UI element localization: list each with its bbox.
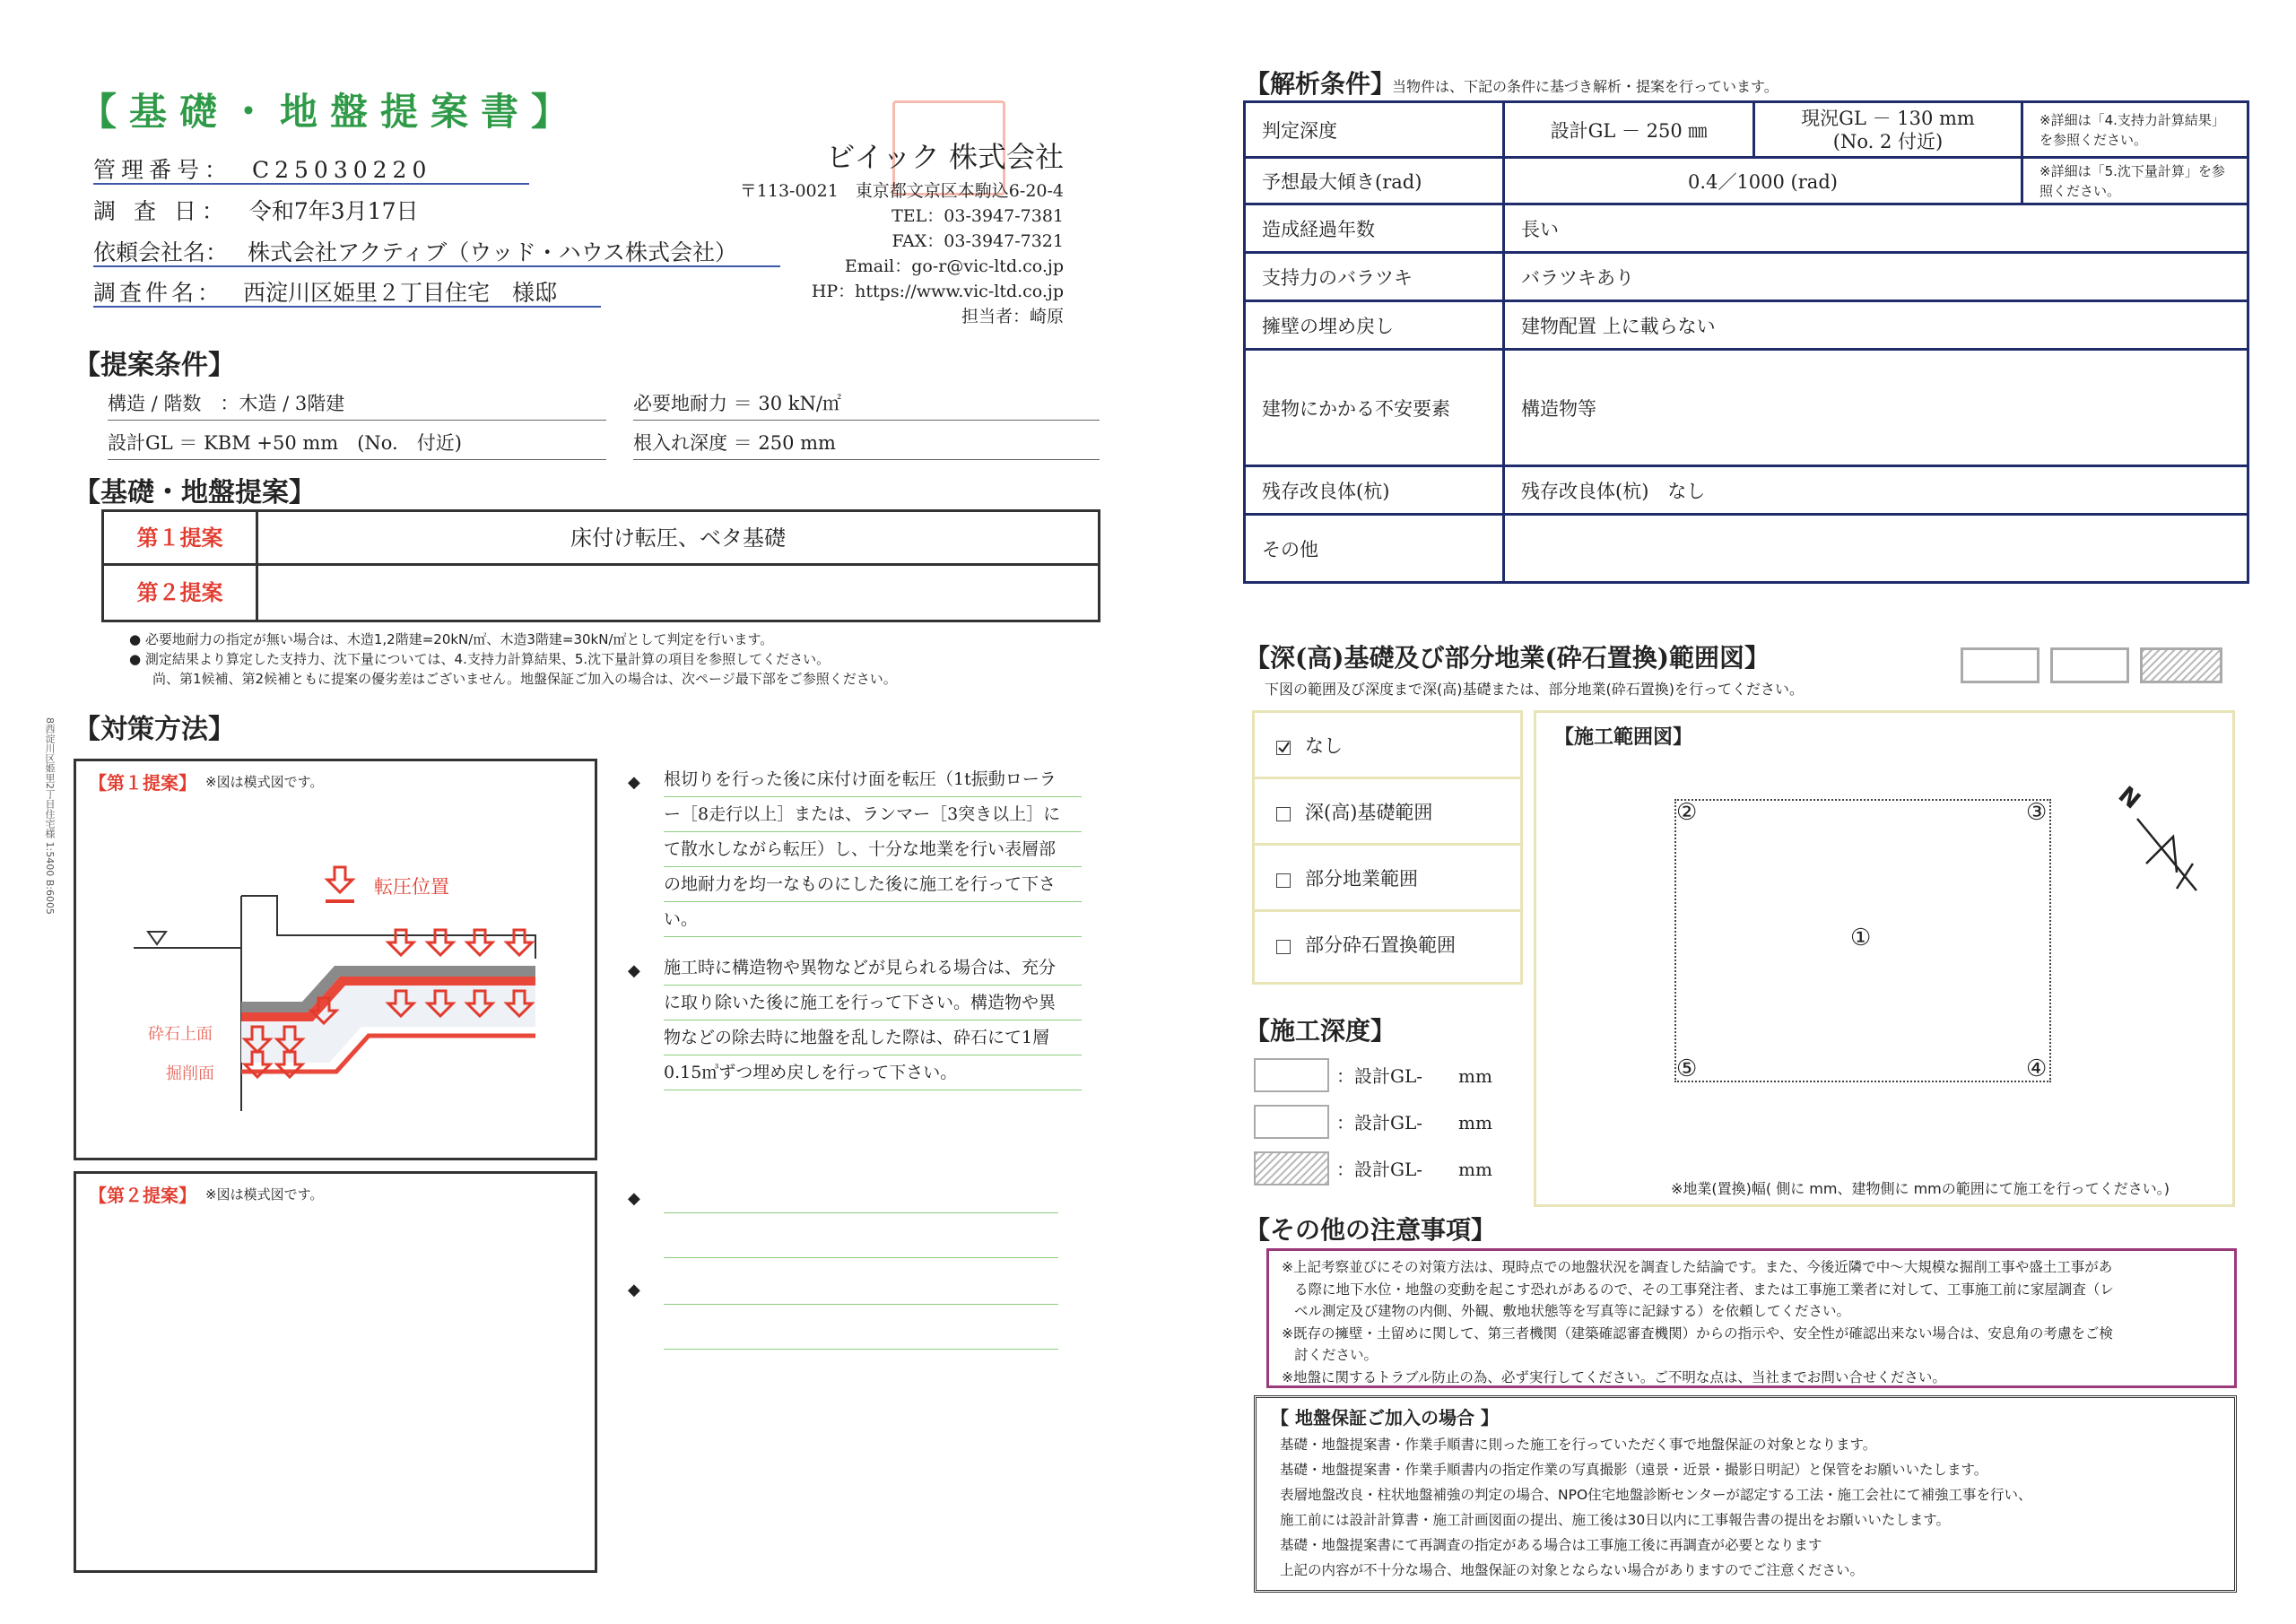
cond-design-gl: 設計GL ＝ KBM +50 mm (No. 付近): [108, 429, 606, 460]
info-label: 依頼会社名：: [93, 239, 229, 265]
guarantee-line: 表層地盤改良・柱状地盤補強の判定の場合、NPO住宅地盤診断センターが認定する工法・施工会社にて補強工事を行い、: [1280, 1487, 2032, 1503]
measure-box-1-note: ※図は模式図です。: [205, 774, 324, 790]
bullet-1-line: ー［8走行以上］または、ランマー［3突き以上］に: [664, 797, 1082, 832]
company-hp: HP：https://www.vic-ltd.co.jp: [811, 282, 1064, 301]
notice-line: ※上記考察並びにその対策方法は、現時点での地盤状況を調査した結論です。また、今後近隣で中～大規模な掘削工事や盛土工事があ: [1282, 1259, 2113, 1275]
proposal-1-value: 床付け転圧、ベタ基礎: [258, 512, 1098, 566]
measure-box-2-label: 【第２提案】: [89, 1185, 196, 1206]
row-label: その他: [1245, 515, 1504, 583]
legend-box-blank: [2050, 647, 2129, 683]
bullet-3-line: [664, 1223, 1058, 1258]
analysis-subheading: 当物件は、下記の条件に基づき解析・提案を行っています。: [1392, 78, 1779, 95]
row-label: 造成経過年数: [1245, 204, 1504, 253]
map-title: 【施工範囲図】: [1554, 725, 1693, 749]
row-remaining: [1245, 466, 2248, 515]
analysis-table: [1243, 100, 2249, 584]
info-value: 株式会社アクティブ（ウッド・ハウス株式会社）: [247, 239, 737, 265]
construction-map: [1534, 710, 2235, 1207]
row-unstable: [1245, 350, 2248, 466]
checkbox-icon[interactable]: [1276, 940, 1291, 954]
bullet-4-symbol: ◆: [628, 1281, 640, 1299]
company-address: 〒113-0021 東京都文京区本駒込6-20-4: [739, 181, 1064, 201]
point-2: ②: [1676, 799, 1698, 826]
measure-box-2-note: ※図は模式図です。: [205, 1186, 324, 1203]
bullet-1-line: の地耐力を均一なものにした後に施工を行って下さ: [664, 867, 1082, 902]
bullet-2-line: に取り除いた後に施工を行って下さい。構造物や異: [664, 986, 1082, 1020]
bullet-1-symbol: ◆: [628, 773, 640, 792]
info-value: 西淀川区姫里２丁目住宅 様邸: [242, 280, 557, 306]
option-partial-ground[interactable]: 部分地業範囲: [1255, 846, 1520, 912]
point-4: ④: [2026, 1055, 2048, 1082]
tilt-note: ※詳細は「5.沈下量計算」を参照ください。: [2022, 158, 2248, 204]
bullet-3-line: [664, 1178, 1058, 1213]
bullet-2-text: [664, 951, 1082, 1090]
depth-note: ※詳細は「4.支持力計算結果」を参照ください。: [2022, 102, 2248, 158]
guarantee-line: 基礎・地盤提案書・作業手順書に則った施工を行っていただく事で地盤保証の対象となります。: [1280, 1437, 1877, 1453]
bullet-1-text: [664, 762, 1082, 937]
bullet-2-line: 0.15㎥ずつ埋め戻しを行って下さい。: [664, 1055, 1082, 1090]
row-label: 予想最大傾き(rad): [1245, 158, 1504, 204]
notice-line: ※地盤に関するトラブル防止の為、必ず実行してください。ご不明な点は、当社までお問い合せください。: [1282, 1368, 1946, 1385]
range-heading: 【深(高)基礎及び部分地業(砕石置換)範囲図】: [1245, 643, 1770, 673]
measure-box-1: [74, 759, 597, 1160]
row-tilt: [1245, 158, 2248, 204]
bullet-2-symbol: ◆: [628, 961, 640, 980]
measures-heading: 【対策方法】: [74, 714, 235, 745]
notice-heading: 【その他の注意事項】: [1245, 1215, 1497, 1245]
row-value: 残存改良体(杭) なし: [1504, 466, 2248, 515]
notice-box: [1266, 1248, 2237, 1388]
range-options: [1252, 710, 1523, 985]
tilt-value: 0.4／1000 (rad): [1504, 158, 2022, 204]
row-label: 支持力のバラツキ: [1245, 253, 1504, 301]
row-variation: [1245, 253, 2248, 301]
row-label: 判定深度: [1245, 102, 1504, 158]
bullet-1-line: て散水しながら転圧）し、十分な地業を行い表層部: [664, 832, 1082, 867]
proposal-2-label: 第２提案: [104, 566, 258, 620]
row-value: 構造物等: [1504, 350, 2248, 466]
analysis-heading: 【解析条件】: [1245, 69, 1396, 99]
bullet-4-line: [664, 1315, 1058, 1350]
cond-embed: 根入れ深度 ＝ 250 mm: [633, 429, 1100, 460]
company-fax: FAX：03-3947-7321: [891, 231, 1064, 251]
proposal-table: [101, 509, 1100, 622]
row-age: [1245, 204, 2248, 253]
diagram-label-gravel: 砕石上面: [148, 1025, 213, 1044]
guarantee-box: [1254, 1395, 2237, 1593]
row-value: バラツキあり: [1504, 253, 2248, 301]
depth-swatch-hatched: [1254, 1151, 1329, 1185]
guarantee-heading: 【 地盤保証ご加入の場合 】: [1271, 1407, 1499, 1429]
row-value: [1504, 515, 2248, 583]
guarantee-line: 基礎・地盤提案書・作業手順書内の指定作業の写真撮影（遠景・近景・撮影日明記）と保管をお願いいたします。: [1280, 1462, 1988, 1478]
info-row-id: [93, 152, 529, 185]
map-note: ※地業(置換)幅( 側に mm、建物側に mmの範囲にて施工を行ってください。): [1671, 1180, 2170, 1197]
row-other: [1245, 515, 2248, 583]
row-depth: [1245, 102, 2248, 158]
company-name: ビイック 株式会社: [826, 140, 1064, 174]
depth-row-3: ：設計GL- mm: [1336, 1159, 1492, 1180]
range-subheading: 下図の範囲及び深度まで深(高)基礎または、部分地業(砕石置換)を行ってください。: [1265, 681, 1804, 698]
legend-box-light: [1961, 647, 2039, 683]
row-value: 建物配置 上に載らない: [1504, 301, 2248, 350]
depth-current: 現況GL － 130 mm (No. 2 付近): [1754, 102, 2022, 158]
point-1: ①: [1850, 925, 1872, 951]
point-5: ⑤: [1676, 1055, 1698, 1082]
info-value: 令和7年3月17日: [248, 198, 419, 224]
cond-bearing: 必要地耐力 ＝ 30 kN/㎡: [633, 389, 1100, 421]
row-value: 長い: [1504, 204, 2248, 253]
measure-box-1-label: 【第１提案】: [89, 772, 196, 794]
row-label: 建物にかかる不安要素: [1245, 350, 1504, 466]
measure-box-2: [74, 1171, 597, 1573]
option-none[interactable]: なし: [1255, 713, 1520, 779]
depth-row-1: ：設計GL- mm: [1336, 1065, 1492, 1087]
proposal-2-value: [258, 566, 1098, 620]
guarantee-line: 施工前には設計計算書・施工計画図面の提出、施工後は30日以内に工事報告書の提出をお願いいたします。: [1280, 1512, 1950, 1528]
info-label: 調査件名：: [93, 280, 224, 306]
checkbox-icon[interactable]: [1276, 873, 1291, 888]
note-3: 尚、第1候補、第2候補ともに提案の優劣差はございません。地盤保証ご加入の場合は、次ページ最下部をご参照ください。: [152, 671, 897, 687]
company-person: 担当者：崎原: [961, 307, 1064, 326]
bullet-1-line: 根切りを行った後に床付け面を転圧（1t振動ローラ: [664, 762, 1082, 797]
diagram-label-press: 転圧位置: [374, 876, 449, 898]
document-title: 【基礎・地盤提案書】: [79, 90, 582, 134]
depth-swatch-blank: [1254, 1105, 1329, 1139]
info-label: 管理番号：: [93, 157, 233, 183]
info-row-subject: [93, 275, 601, 308]
bullet-2-line: 物などの除去時に地盤を乱した際は、砕石にて1層: [664, 1020, 1082, 1055]
bullet-1-line: い。: [664, 902, 1082, 937]
row-label: 残存改良体(杭): [1245, 466, 1504, 515]
bullet-3-symbol: ◆: [628, 1189, 640, 1208]
option-partial-gravel[interactable]: 部分砕石置換範囲: [1255, 912, 1520, 978]
point-3: ③: [2026, 799, 2048, 826]
company-email: Email：go-r@vic-ltd.co.jp: [844, 256, 1064, 276]
side-label: 8西淀川区姫里2丁目住宅様 1:5400 B:6005: [44, 717, 56, 915]
row-label: 擁壁の埋め戻し: [1245, 301, 1504, 350]
notice-line: ※既存の擁壁・土留めに関して、第三者機関（建築確認審査機関）からの指示や、安全性が確認出来ない場合は、安息角の考慮をご検: [1282, 1324, 2113, 1342]
notice-line: 討ください。: [1294, 1347, 1378, 1363]
bullet-4-line: [664, 1270, 1058, 1305]
proposal-heading: 【基礎・地盤提案】: [74, 477, 316, 508]
info-value: C25030220: [251, 157, 432, 183]
option-deep-foundation[interactable]: 深(高)基礎範囲: [1255, 779, 1520, 846]
depth-heading: 【施工深度】: [1245, 1016, 1396, 1046]
north-label: N: [2112, 781, 2145, 815]
checkbox-icon[interactable]: [1276, 807, 1291, 821]
press-arrows: [76, 815, 595, 1111]
legend-box-hatched: [2140, 647, 2222, 683]
depth-design: 設計GL － 250 ㎜: [1504, 102, 1754, 158]
diagram-label-excavation: 掘削面: [166, 1064, 214, 1083]
depth-swatch-light: [1254, 1058, 1329, 1092]
checkbox-checked-icon[interactable]: [1276, 741, 1291, 755]
note-2: ● 測定結果より算定した支持力、沈下量については、4.支持力計算結果、5.沈下量計算の項目を参照してください。: [129, 651, 831, 667]
notice-line: る際に地下水位・地盤の変動を起こす恐れがあるので、その工事発注者、または工事施工業者に対して、工事施工前に家屋調査（レ: [1294, 1281, 2114, 1298]
row-retaining-wall: [1245, 301, 2248, 350]
info-label: 調 査 日：: [93, 198, 230, 224]
company-tel: TEL：03-3947-7381: [891, 206, 1064, 226]
guarantee-line: 上記の内容が不十分な場合、地盤保証の対象とならない場合がありますのでご注意ください。: [1280, 1562, 1865, 1578]
cond-structure: 構造 / 階数 ：木造 / 3階建: [108, 389, 606, 421]
notice-line: ベル測定及び建物の内側、外観、敷地状態等を写真等に記録する）を依頼してください。: [1294, 1303, 1851, 1319]
note-1: ● 必要地耐力の指定が無い場合は、木造1,2階建=20kN/㎡、木造3階建=30kN/㎡として判定を行います。: [129, 631, 774, 647]
depth-row-2: ：設計GL- mm: [1336, 1112, 1492, 1133]
guarantee-line: 基礎・地盤提案書にて再調査の指定がある場合は工事施工後に再調査が必要となります: [1280, 1537, 1822, 1553]
proposal-1-label: 第１提案: [104, 512, 258, 566]
conditions-heading: 【提案条件】: [74, 350, 235, 381]
bullet-2-line: 施工時に構造物や異物などが見られる場合は、充分: [664, 951, 1082, 986]
info-row-date: [93, 194, 529, 224]
